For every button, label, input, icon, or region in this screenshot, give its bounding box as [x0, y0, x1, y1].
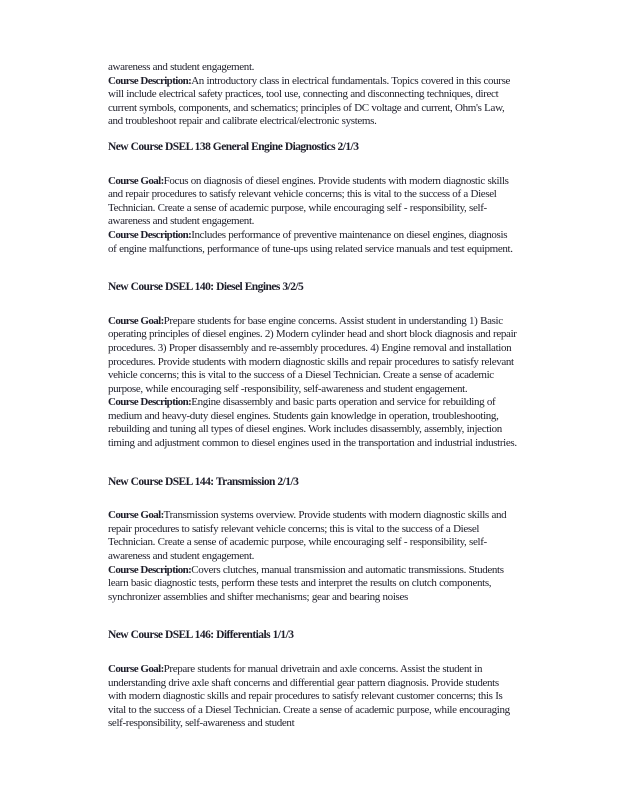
course-goal-paragraph-dsel-144: [108, 509, 517, 563]
course-heading-dsel-138: New Course DSEL 138 General Engine Diagnostics 2/1/3: [108, 140, 359, 153]
course-description-label: Course Description:: [108, 563, 192, 576]
course-description-label: Course Description:: [108, 396, 192, 409]
course-goal-text: Transmission systems overview. Provide students with modern diagnostic skills and repair procedures to satisfy relevant vehicle concerns; this is vital to the success of a Diesel Technician. Create a sense of academic purpose, while encouraging self - responsibility, self-awareness and student engagement.: [108, 509, 507, 563]
intro-description-text: An introductory class in electrical fundamentals. Topics covered in this course will include electrical safety practices, tool use, connecting and disconnecting techniques, direct current symbols, components, and schematics; principles of DC voltage and current, Ohm's Law, and troubleshoot repair and calibrate electrical/electronic systems.: [108, 74, 511, 128]
course-goal-paragraph-dsel-140: [108, 315, 517, 397]
course-goal-text: Prepare students for manual drivetrain and axle concerns. Assist the student in understanding drive axle shaft concerns and differential gear pattern diagnosis. Provide students with modern diagnostic skills and repair procedures to satisfy relevant customer concerns; this Is vital to the success of a Diesel Technician. Create a sense of academic purpose, while encouraging self-responsibility, self-awareness and student: [108, 663, 510, 730]
course-goal-text: Focus on diagnosis of diesel engines. Provide students with modern diagnostic skills and repair procedures to satisfy relevant vehicle concerns; this is vital to the success of a Diesel Technician. Create a sense of academic purpose, while encouraging self - responsibility, self-awareness and student engagement.: [108, 174, 509, 228]
page-content: [108, 61, 517, 731]
course-goal-paragraph-dsel-138: [108, 175, 517, 229]
course-goal-label: Course Goal:: [108, 314, 164, 327]
course-goal-paragraph-dsel-146: [108, 663, 517, 731]
course-goal-text: Prepare students for base engine concerns. Assist student in understanding 1) Basic operating principles of diesel engines. 2) Modern cylinder head and short block diagnosis and repair procedures. 3) Proper disassembly and re-assembly procedures. 4) Engine removal and installation procedures. Provide students with modern diagnostic skills and repair procedures to satisfy relevant vehicle concerns; this is vital to the success of a Diesel Technician. Create a sense of academic purpose, while encouraging self -responsibility, self-awareness and student engagement.: [108, 314, 517, 395]
course-description-text: Covers clutches, manual transmission and automatic transmissions. Students learn basic diagnostic tests, perform these tests and interpret the results on clutch components, synchronizer assemblies and shifter mechanisms; gear and bearing noises: [108, 563, 504, 603]
course-description-paragraph-dsel-140: [108, 396, 517, 450]
course-description-paragraph-dsel-138: [108, 229, 517, 256]
course-description-paragraph-dsel-144: [108, 564, 517, 605]
course-description-text: Includes performance of preventive maintenance on diesel engines, diagnosis of engine malfunctions, performance of tune-ups using related service manuals and test equipment.: [108, 228, 513, 255]
course-goal-label: Course Goal:: [108, 663, 164, 675]
course-heading-dsel-140: New Course DSEL 140: Diesel Engines 3/2/5: [108, 281, 304, 294]
intro-description-paragraph: [108, 75, 517, 129]
course-heading-dsel-144: New Course DSEL 144: Transmission 2/1/3: [108, 475, 299, 488]
intro-description-label: Course Description:: [108, 74, 192, 87]
course-goal-label: Course Goal:: [108, 174, 164, 187]
course-description-label: Course Description:: [108, 228, 192, 241]
course-heading-dsel-146: New Course DSEL 146: Differentials 1/1/3: [108, 629, 294, 642]
intro-carryover-line: awareness and student engagement.: [108, 61, 255, 73]
course-description-text: Engine disassembly and basic parts operation and service for rebuilding of medium and heavy-duty diesel engines. Students gain knowledge in operation, troubleshooting, rebuilding and tuning all types of diesel engines. Work includes disassembly, assembly, injection timing and adjustment common to diesel engines used in the transportation and industrial industries.: [108, 396, 517, 450]
course-goal-label: Course Goal:: [108, 509, 164, 522]
